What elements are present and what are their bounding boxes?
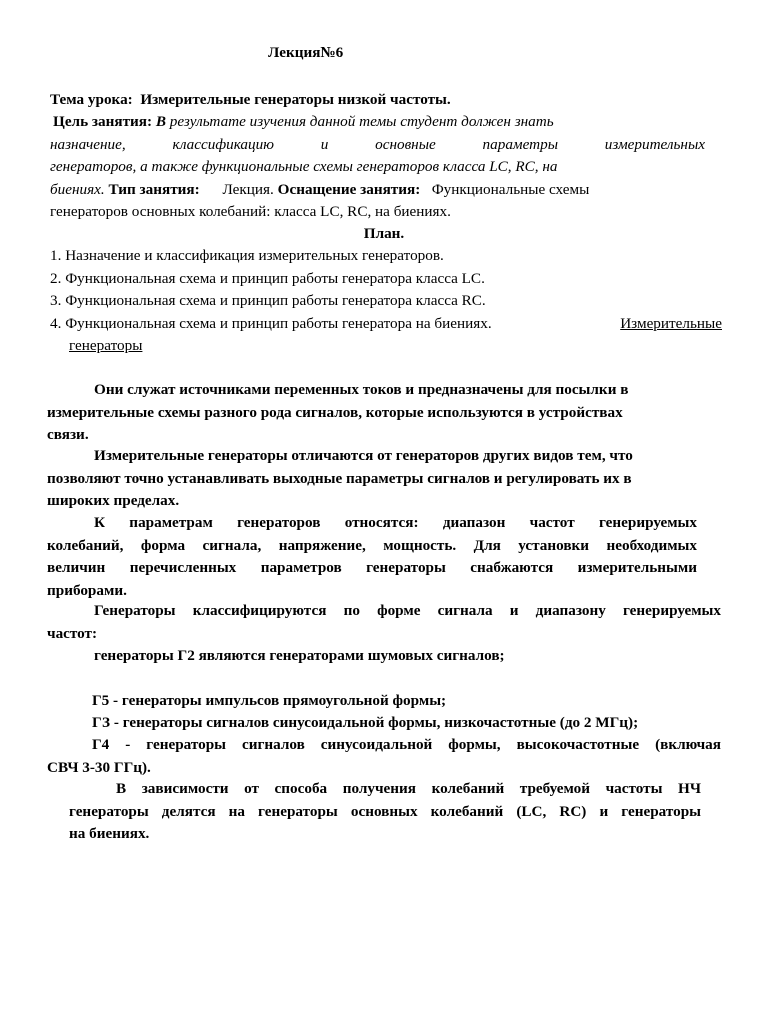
plan-list — [50, 245, 722, 358]
paragraph-1: Они служат источниками переменных токов и предназначены для посылки в измерительные схемы разного рода сигналов, которые используются в устройствах связи. — [47, 381, 629, 443]
generator-g2: генераторы Г2 являются генераторами шумовых сигналов; — [94, 647, 505, 664]
lesson-type-label: Тип занятия: — [108, 180, 200, 198]
plan-item: 4. Функциональная схема и принцип работы генератора на биениях. — [50, 314, 492, 332]
section-heading: Измерительные — [620, 314, 722, 332]
equipment-value: Функциональные схемы — [431, 180, 590, 198]
equipment-value: генераторов основных колебаний: класса LC, RC, на биениях. — [50, 203, 451, 220]
paragraph-4: Генераторы классифицируются по форме сигнала и диапазону генерируемых частот: — [47, 602, 721, 642]
generator-g3: ГЗ - генераторы сигналов синусоидальной формы, низкочастотные (до 2 МГц); — [92, 714, 639, 731]
plan-title: План. — [363, 225, 405, 242]
paragraph-3: К параметрам генераторов относятся: диапазон частот генерируемых колебаний, форма сигнала, напряжение, мощность. Для установки необходимых величин перечисленных параметров генераторы снабжаются измерительными приборами. — [47, 514, 697, 599]
goal-block — [50, 111, 721, 224]
goal-text: генераторов, а также функциональные схемы генераторов класса LC, RC, на — [50, 158, 558, 175]
generator-g4: Г4 - генераторы сигналов синусоидальной формы, высокочастотные (включая СВЧ 3-30 ГГц). — [47, 736, 721, 776]
plan-item: 1. Назначение и классификация измерительных генераторов. — [50, 247, 444, 264]
goal-text: назначение, классификацию и основные параметры измерительных — [50, 135, 705, 153]
goal-first-word: В — [155, 113, 166, 130]
topic-line — [50, 89, 451, 112]
goal-label: Цель занятия: — [53, 113, 153, 130]
topic-label: Тема урока: — [50, 91, 133, 108]
goal-text: результате изучения данной темы студент должен знать — [169, 113, 554, 130]
section-heading: генераторы — [69, 337, 143, 354]
goal-text: биениях. — [50, 180, 105, 198]
plan-item: 2. Функциональная схема и принцип работы генератора класса LC. — [50, 269, 485, 287]
lesson-type-value: Лекция. — [222, 180, 274, 198]
topic-text: Измерительные генераторы низкой частоты. — [140, 91, 451, 108]
paragraph-5: В зависимости от способа получения колебаний требуемой частоты НЧ генераторы делятся на генераторы основных колебаний (LC, RC) и генераторы на биениях. — [69, 780, 701, 842]
equipment-label: Оснащение занятия: — [277, 180, 421, 198]
generator-g5: Г5 - генераторы импульсов прямоугольной формы; — [92, 692, 447, 709]
plan-item: 3. Функциональная схема и принцип работы генератора класса RC. — [50, 292, 486, 309]
paragraph-2: Измерительные генераторы отличаются от генераторов других видов тем, что позволяют точно устанавливать выходные параметры сигналов и регулировать их в широких пределах. — [47, 447, 633, 509]
lecture-title: Лекция№6 — [268, 44, 344, 61]
